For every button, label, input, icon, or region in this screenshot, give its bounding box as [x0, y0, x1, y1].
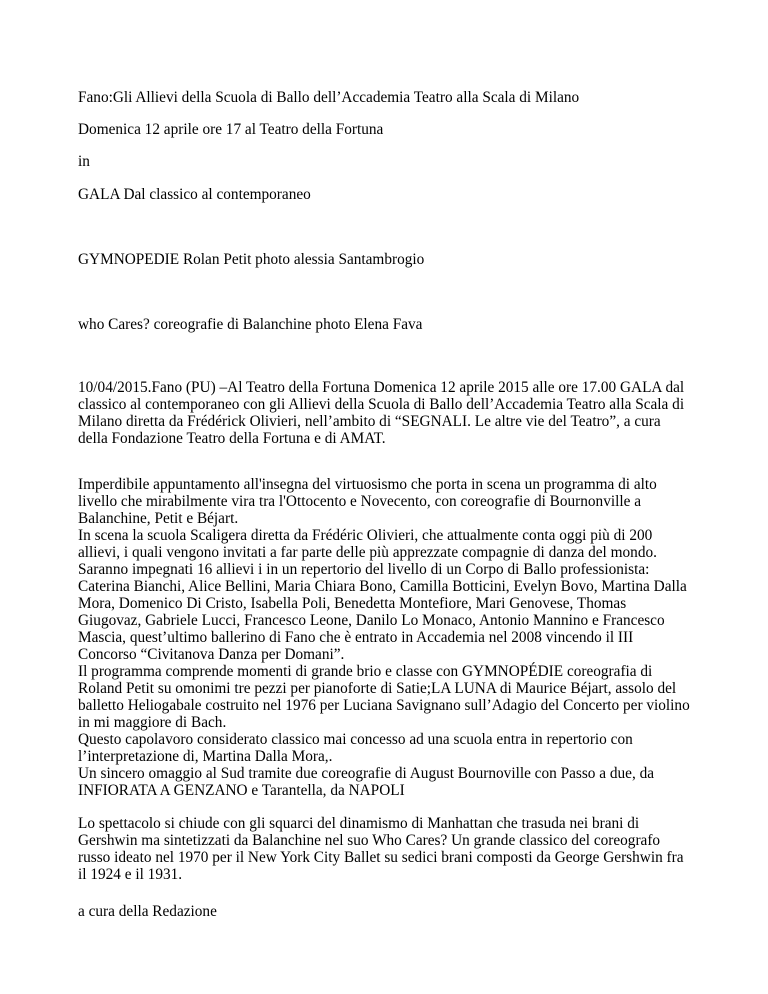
body-line: Imperdibile appuntamento all'insegna del virtuosismo che porta in scena un programma di alto: [78, 476, 657, 493]
body-line: livello che mirabilmente vira tra l'Ottocento e Novecento, con coreografie di Bournonville a: [78, 493, 642, 510]
closing-paragraph: [78, 815, 684, 883]
body-line: Roland Petit su omonimi tre pezzi per pianoforte di Satie;LA LUNA di Maurice Béjart, assolo del: [78, 680, 677, 697]
body-line: Un sincero omaggio al Sud tramite due coreografie di August Bournoville con Passo a due, da: [78, 765, 655, 782]
intro-line: della Fondazione Teatro della Fortuna e di AMAT.: [78, 430, 386, 447]
body-line: Giugovaz, Gabriele Lucci, Francesco Leone, Danilo Lo Monaco, Antonio Mannino e Francesco: [78, 612, 665, 629]
body-line: Mascia, quest’ultimo ballerino di Fano che è entrato in Accademia nel 2008 vincendo il III: [78, 629, 634, 646]
in-line: in: [78, 153, 90, 170]
body-line: Questo capolavoro considerato classico mai concesso ad una scuola entra in repertorio con: [78, 731, 633, 748]
intro-line: Milano diretta da Frédérick Olivieri, nell’ambito di “SEGNALI. Le altre vie del Teatro”, a cura: [78, 413, 661, 430]
body-line: l’interpretazione di, Martina Dalla Mora,.: [78, 748, 333, 765]
body-line: INFIORATA A GENZANO e Tarantella, da NAPOLI: [78, 782, 405, 799]
closing-line: Gershwin ma sintetizzati da Balanchine nel suo Who Cares? Un grande classico del coreografo: [78, 832, 661, 849]
body-line: in mi maggiore di Bach.: [78, 714, 227, 731]
intro-paragraph: [78, 379, 685, 447]
body-line: Saranno impegnati 16 allievi i in un repertorio del livello di un Corpo di Ballo professionista:: [78, 561, 650, 578]
photo-caption-gymnopedie: GYMNOPEDIE Rolan Petit photo alessia Santambrogio: [78, 251, 425, 268]
byline: a cura della Redazione: [78, 903, 217, 920]
closing-line: russo ideato nel 1970 per il New York City Ballet su sedici brani composti da George Gershwin fra: [78, 849, 684, 866]
headline: Fano:Gli Allievi della Scuola di Ballo dell’Accademia Teatro alla Scala di Milano: [78, 89, 580, 106]
body-line: allievi, i quali vengono invitati a far parte delle più apprezzate compagnie di danza del mondo.: [78, 544, 657, 561]
intro-line: classico al contemporaneo con gli Allievi della Scuola di Ballo dell’Accademia Teatro alla Scala di: [78, 396, 685, 413]
body-paragraph: [78, 476, 690, 799]
body-line: balletto Heliogabale costruito nel 1976 per Luciana Savignano sull’Adagio del Concerto per violino: [78, 697, 690, 714]
body-line: Caterina Bianchi, Alice Bellini, Maria Chiara Bono, Camilla Botticini, Evelyn Bovo, Martina Dalla: [78, 578, 687, 595]
body-line: In scena la scuola Scaligera diretta da Frédéric Olivieri, che attualmente conta oggi più di 200: [78, 527, 653, 544]
intro-line: 10/04/2015.Fano (PU) –Al Teatro della Fortuna Domenica 12 aprile 2015 alle ore 17.00 GALA dal: [78, 379, 685, 396]
closing-line: Lo spettacolo si chiude con gli squarci del dinamismo di Manhattan che trasuda nei brani di: [78, 815, 640, 832]
closing-line: il 1924 e il 1931.: [78, 866, 183, 883]
photo-caption-who-cares: who Cares? coreografie di Balanchine photo Elena Fava: [78, 316, 423, 333]
body-line: Balanchine, Petit e Béjart.: [78, 510, 239, 527]
body-line: Il programma comprende momenti di grande brio e classe con GYMNOPÉDIE coreografia di: [78, 663, 653, 680]
body-line: Concorso “Civitanova Danza per Domani”.: [78, 646, 345, 663]
gala-title: GALA Dal classico al contemporaneo: [78, 186, 311, 203]
date-line: Domenica 12 aprile ore 17 al Teatro della Fortuna: [78, 121, 384, 138]
body-line: Mora, Domenico Di Cristo, Isabella Poli, Benedetta Montefiore, Mari Genovese, Thomas: [78, 595, 627, 612]
